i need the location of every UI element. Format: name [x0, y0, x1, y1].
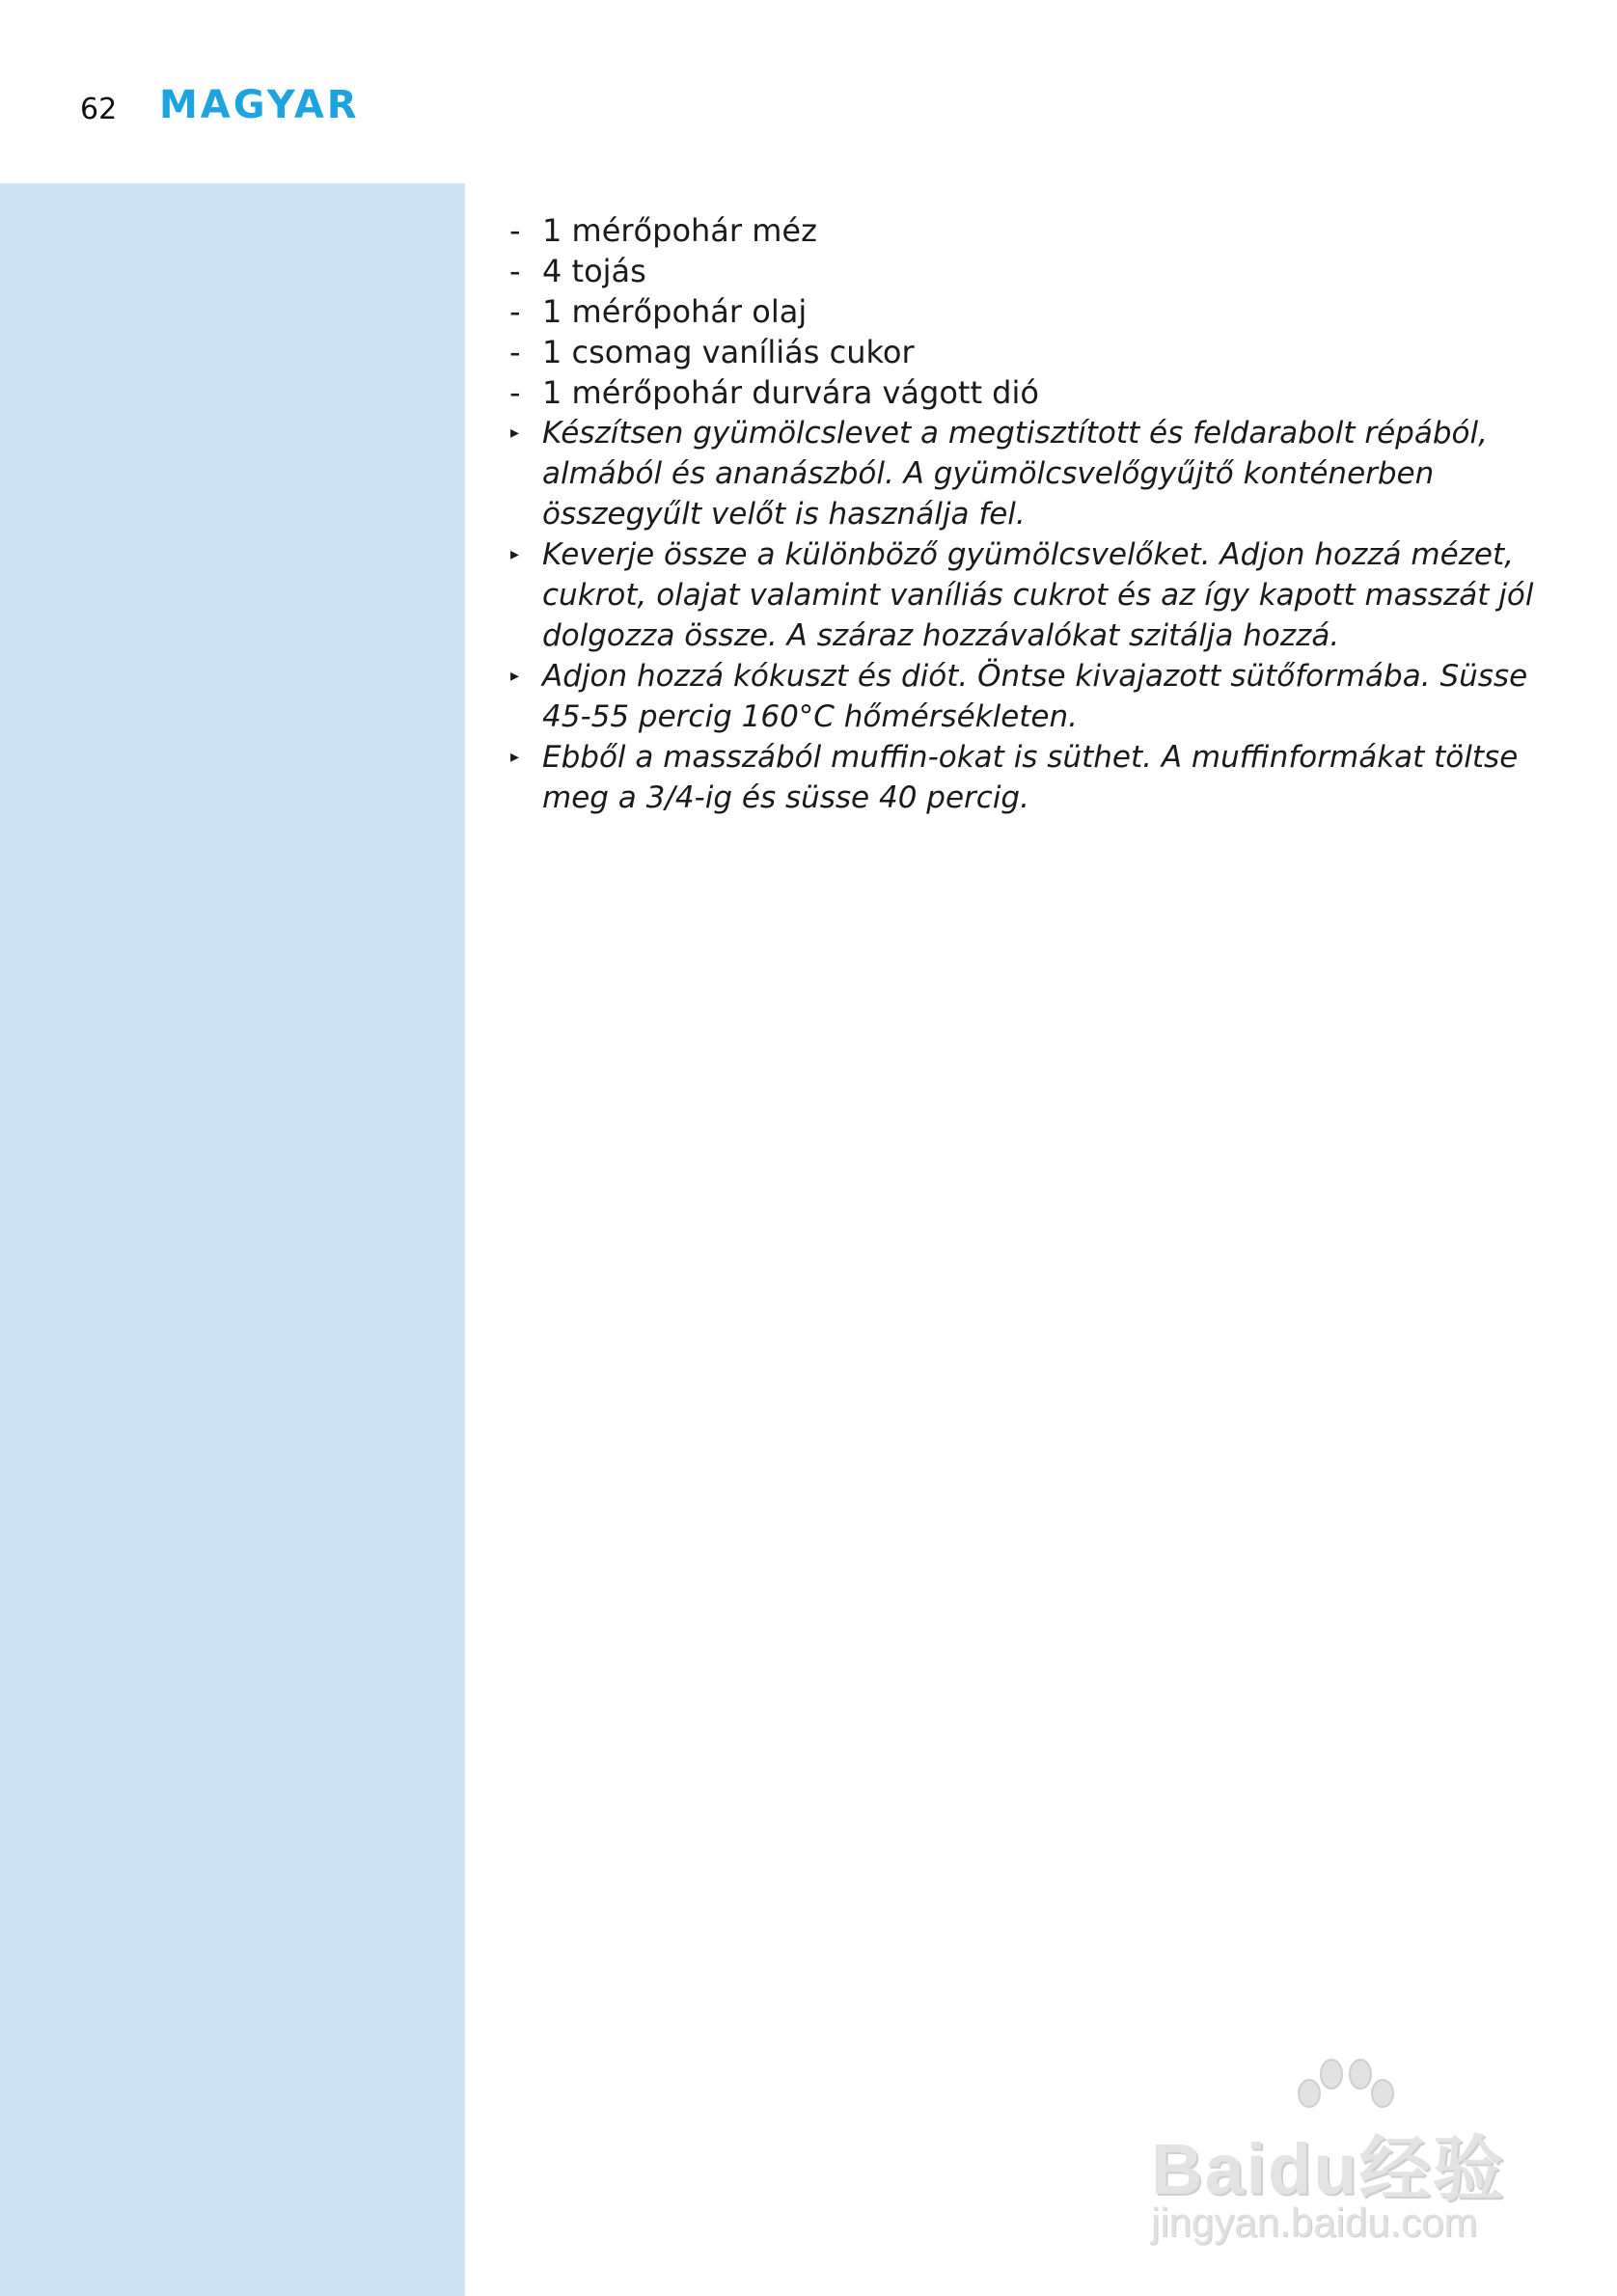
watermark-site: jingyan.baidu.com — [1151, 2200, 1478, 2245]
ingredient-item — [507, 372, 1548, 413]
dash-marker: - — [509, 253, 521, 289]
page-header — [0, 0, 1617, 183]
triangle-bullet-icon: ▸ — [510, 423, 520, 443]
instruction-text: Adjon hozzá kókuszt és diót. Öntse kivajazott sütőformába. Süsse 45-55 percig 160°C hőmérsékleten. — [542, 659, 1528, 734]
ingredient-text: 1 csomag vaníliás cukor — [542, 334, 915, 370]
instruction-step — [507, 656, 1548, 737]
watermark-brand: Baidu经验 — [1151, 2129, 1506, 2209]
instruction-text: Keverje össze a különböző gyümölcsvelőket. Adjon hozzá mézet, cukrot, olajat valamint vaníliás cukrot és az így kapott masszát jól dolgozza össze. A száraz hozzávalókat szitálja hozzá. — [542, 537, 1534, 653]
left-sidebar-band — [0, 183, 465, 2296]
page-number: 62 — [80, 93, 118, 126]
section-title: MAGYAR — [159, 83, 360, 127]
baidu-watermark — [1143, 2055, 1548, 2248]
ingredient-text: 4 tojás — [542, 253, 646, 289]
instruction-step — [507, 737, 1548, 818]
instruction-text: Ebből a masszából muffin-okat is süthet. A muffinformákat töltse meg a 3/4-ig és süsse 40 percig. — [542, 740, 1519, 815]
ingredient-item — [507, 251, 1548, 291]
ingredient-item — [507, 210, 1548, 251]
dash-marker: - — [509, 293, 521, 330]
dash-marker: - — [509, 334, 521, 370]
recipe-content — [507, 210, 1548, 818]
ingredient-list — [507, 210, 1548, 413]
instruction-step — [507, 413, 1548, 534]
dash-marker: - — [509, 212, 521, 249]
instruction-list — [507, 413, 1548, 818]
dash-marker: - — [509, 374, 521, 411]
instruction-step — [507, 534, 1548, 656]
ingredient-text: 1 mérőpohár olaj — [542, 293, 808, 330]
triangle-bullet-icon: ▸ — [510, 747, 520, 767]
ingredient-text: 1 mérőpohár durvára vágott dió — [542, 374, 1039, 411]
instruction-text: Készítsen gyümölcslevet a megtisztított és feldarabolt répából, almából és ananászból. A gyümölcsvelőgyűjtő konténerben összegyűlt velőt is használja fel. — [542, 416, 1488, 532]
ingredient-item — [507, 291, 1548, 332]
triangle-bullet-icon: ▸ — [510, 544, 520, 564]
ingredient-text: 1 mérőpohár méz — [542, 212, 817, 249]
ingredient-item — [507, 332, 1548, 372]
triangle-bullet-icon: ▸ — [510, 666, 520, 686]
